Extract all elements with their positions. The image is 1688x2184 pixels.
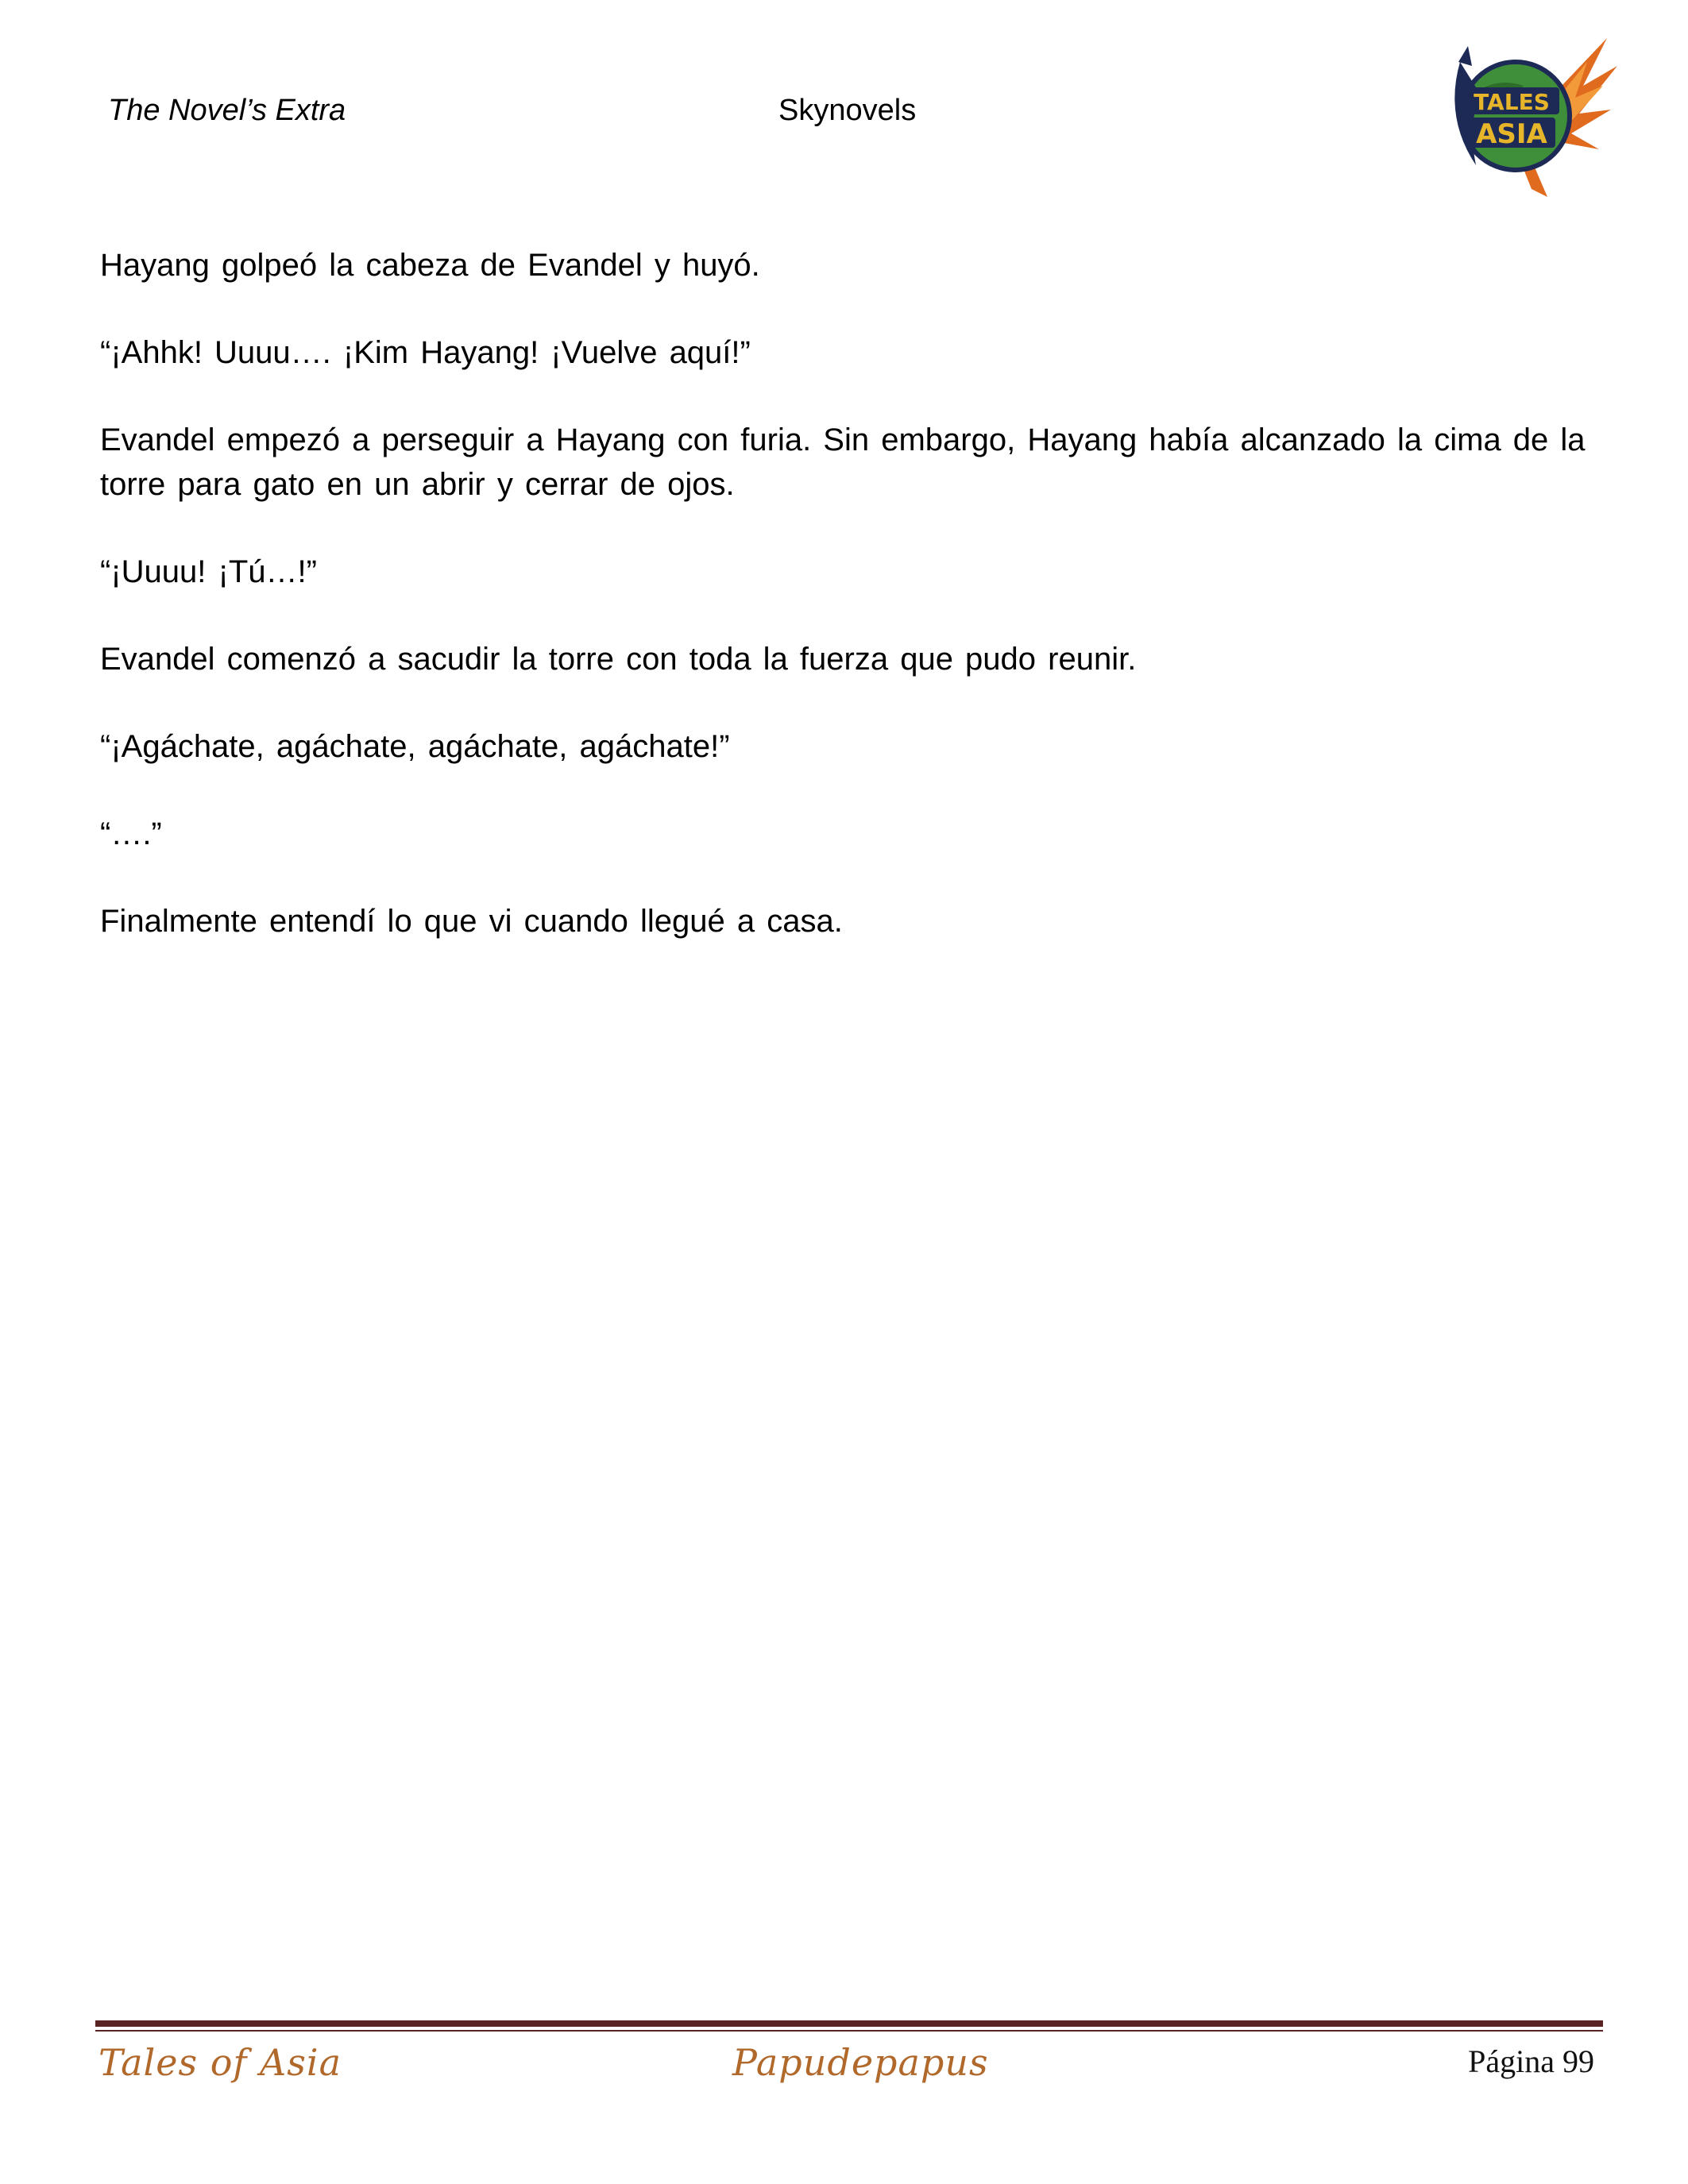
paragraph: Evandel comenzó a sacudir la torre con toda la fuerza que pudo reunir.	[100, 642, 1137, 677]
chapter-body	[100, 243, 1593, 986]
paragraph: “¡Agáchate, agáchate, agáchate, agáchate!”	[100, 729, 730, 764]
footer-rule-thick	[95, 2020, 1603, 2027]
svg-text:TALES: TALES	[1474, 89, 1550, 115]
footer-translator: Papudepapus	[732, 2041, 989, 2084]
paragraph: Evandel empezó a perseguir a Hayang con furia. Sin embargo, Hayang había alcanzado la cima de la torre para gato en un abrir y cerrar de ojos.	[100, 423, 1586, 502]
footer-rule	[95, 2020, 1603, 2032]
paragraph: “¡Ahhk! Uuuu…. ¡Kim Hayang! ¡Vuelve aquí!”	[100, 335, 751, 370]
tales-of-asia-logo-icon	[1436, 30, 1619, 201]
paragraph: “….”	[100, 816, 162, 851]
site-name: Skynovels	[778, 94, 917, 127]
paragraph: Finalmente entendí lo que vi cuando llegué a casa.	[100, 904, 843, 939]
paragraph: “¡Uuuu! ¡Tú…!”	[100, 554, 317, 589]
page-number: Página 99	[1468, 2043, 1594, 2079]
footer-rule-thin	[95, 2030, 1603, 2032]
paragraph: Hayang golpeó la cabeza de Evandel y huyó.	[100, 248, 760, 283]
footer-publisher: Tales of Asia	[98, 2041, 342, 2084]
page-header	[0, 0, 1688, 206]
svg-text:ASIA: ASIA	[1476, 118, 1547, 150]
book-title: The Novel’s Extra	[108, 94, 346, 127]
